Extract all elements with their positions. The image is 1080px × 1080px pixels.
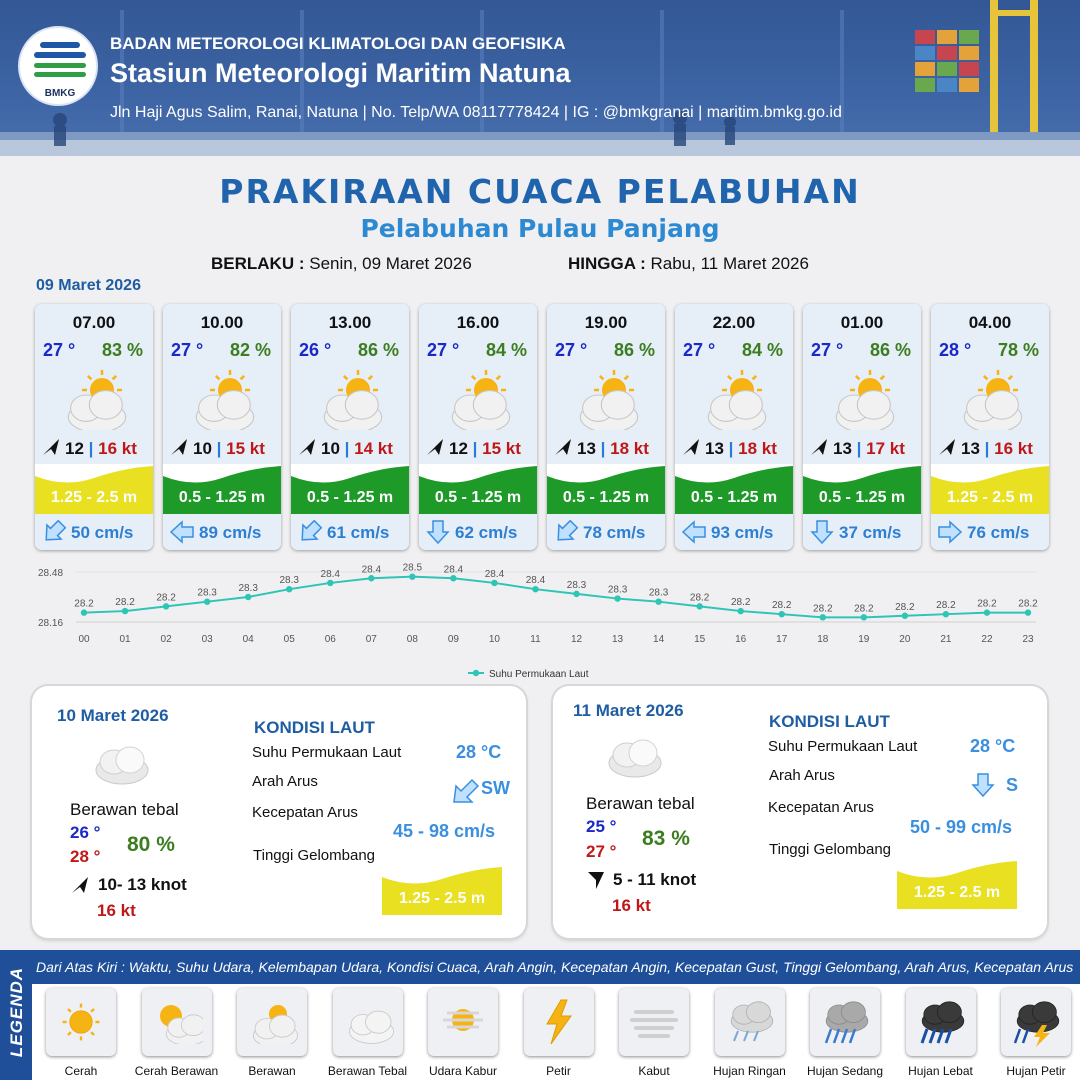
chart-series-line — [84, 577, 1028, 618]
day3-sst: 28 °C — [970, 736, 1016, 756]
card-time: 19.00 — [584, 313, 628, 332]
card-time: 04.00 — [968, 313, 1012, 332]
haze-icon — [428, 988, 498, 1056]
card-temperature: 28 ° — [939, 340, 972, 360]
card-wave-height: 0.5 - 1.25 m — [178, 489, 266, 506]
chart-point — [204, 598, 210, 604]
header-banner — [0, 0, 1080, 156]
card-current-speed: 76 cm/s — [967, 523, 1030, 542]
chart-point — [655, 598, 661, 604]
card-time: 10.00 — [200, 313, 244, 332]
card-wave-height: 0.5 - 1.25 m — [562, 489, 650, 506]
legend-item — [990, 988, 1080, 1078]
current-arrow-s-icon — [971, 772, 995, 798]
chart-xtick-label: 04 — [242, 634, 254, 645]
chart-point — [81, 609, 87, 615]
day2-wind: 10- 13 knot — [98, 875, 187, 894]
hour-card — [419, 304, 537, 550]
chart-point — [861, 614, 867, 620]
card-separator: | — [339, 439, 355, 458]
chart-data-label: 28.2 — [772, 600, 792, 612]
card-gust: 14 kt — [354, 439, 393, 458]
day3-speed-label: Kecepatan Arus — [768, 799, 874, 816]
current-arrow-icon — [425, 520, 451, 544]
heavy-rain-icon — [906, 988, 976, 1056]
chart-point — [286, 586, 292, 592]
card-current — [291, 514, 409, 550]
chart-point — [409, 573, 415, 579]
partly-cloudy-icon — [316, 370, 386, 430]
day2-date: 10 Maret 2026 — [57, 706, 169, 725]
card-gust: 16 kt — [994, 439, 1033, 458]
chart-data-label: 28.4 — [484, 568, 505, 580]
legend-item-label: Kabut — [638, 1064, 670, 1078]
card-temperature: 27 ° — [683, 340, 716, 360]
chart-point — [450, 575, 456, 581]
partly-cloudy-icon — [188, 370, 258, 430]
card-separator: | — [83, 439, 99, 458]
page-subtitle: Pelabuhan Pulau Panjang — [360, 214, 720, 243]
chart-data-label: 28.2 — [977, 598, 997, 610]
chart-point — [573, 591, 579, 597]
chart-data-label: 28.2 — [156, 592, 176, 604]
partly-cloudy-icon — [444, 370, 514, 430]
partly-cloudy-icon — [572, 370, 642, 430]
card-wind-speed: 10 — [321, 439, 340, 458]
valid-to-value: Rabu, 11 Maret 2026 — [650, 254, 809, 273]
legend-item-label: Hujan Lebat — [908, 1064, 973, 1078]
card-wind-speed: 13 — [961, 439, 980, 458]
chart-data-label: 28.3 — [238, 583, 258, 594]
chart-xtick-label: 08 — [406, 634, 418, 645]
card-humidity: 84 % — [485, 340, 527, 360]
wind-direction-icon — [425, 437, 445, 457]
card-time: 01.00 — [840, 313, 884, 332]
chart-data-label: 28.2 — [854, 603, 874, 615]
current-arrow-icon — [681, 520, 707, 544]
card-wind — [41, 437, 149, 459]
valid-from — [211, 254, 472, 274]
card-current — [675, 514, 793, 550]
day3-tmin: 25 ° — [586, 817, 617, 836]
card-temperature: 27 ° — [43, 340, 76, 360]
chart-data-label: 28.2 — [895, 601, 915, 613]
card-wind — [681, 437, 789, 459]
day3-sea-title: KONDISI LAUT — [769, 712, 890, 731]
card-humidity: 86 % — [357, 340, 399, 360]
chart-data-label: 28.4 — [443, 564, 464, 576]
day3-condition: Berawan tebal — [586, 794, 695, 813]
chart-point — [779, 611, 785, 617]
chart-data-label: 28.4 — [361, 564, 382, 576]
card-temperature: 27 ° — [171, 340, 204, 360]
card-separator: | — [723, 439, 739, 458]
day2-sst-label: Suhu Permukaan Laut — [252, 744, 402, 761]
day3-humidity: 83 % — [642, 827, 690, 850]
legend-item-label: Udara Kabur — [428, 1064, 498, 1078]
thick-cloud-icon — [92, 740, 156, 788]
chart-ytick-label: 28.16 — [38, 618, 64, 629]
chart-point — [532, 586, 538, 592]
card-current-speed: 89 cm/s — [199, 523, 262, 542]
day3-wave: 1.25 - 2.5 m — [913, 884, 1001, 901]
hour-card — [163, 304, 281, 550]
card-gust: 15 kt — [226, 439, 265, 458]
chart-point — [943, 611, 949, 617]
chart-xtick-label: 00 — [78, 634, 90, 645]
card-wave-height: 0.5 - 1.25 m — [818, 489, 906, 506]
legend-item — [35, 988, 127, 1078]
day2-wave: 1.25 - 2.5 m — [398, 890, 486, 907]
legend-item — [226, 988, 318, 1078]
day2-gust: 16 kt — [97, 901, 136, 920]
chart-point — [245, 594, 251, 600]
card-current-speed: 93 cm/s — [711, 523, 774, 542]
legend-item-label: Hujan Sedang — [806, 1064, 884, 1078]
hour-card — [675, 304, 793, 550]
card-humidity: 82 % — [229, 340, 271, 360]
logo-label: BMKG — [44, 88, 76, 99]
card-temperature: 27 ° — [555, 340, 588, 360]
day2-current-dir: SW — [481, 778, 510, 798]
valid-from-value: Senin, 09 Maret 2026 — [309, 254, 472, 273]
chart-data-label: 28.3 — [566, 579, 587, 591]
wind-direction-icon — [41, 437, 61, 457]
wind-direction-icon — [809, 437, 829, 457]
day2-condition: Berawan tebal — [70, 800, 179, 819]
card-wind — [553, 437, 661, 459]
partly-cloudy-icon — [142, 988, 212, 1056]
chart-xtick-label: 11 — [530, 634, 541, 645]
wind-direction-icon — [553, 437, 573, 457]
card-gust: 18 kt — [738, 439, 777, 458]
day2-summary — [32, 686, 526, 938]
chart-xtick-label: 17 — [776, 634, 788, 645]
legend-item — [704, 988, 796, 1078]
lightning-icon — [524, 988, 594, 1056]
partly-cloudy-icon — [956, 370, 1026, 430]
chart-data-label: 28.3 — [648, 587, 669, 599]
legend-item — [799, 988, 891, 1078]
card-wind — [809, 437, 917, 459]
chart-xtick-label: 19 — [858, 634, 870, 645]
card-gust: 17 kt — [866, 439, 905, 458]
wind-direction-icon — [937, 437, 957, 457]
current-arrow-icon — [297, 520, 323, 544]
chart-xtick-label: 09 — [447, 634, 459, 645]
chart-xtick-label: 21 — [940, 634, 952, 645]
legend-item-label: Cerah — [64, 1064, 98, 1078]
card-current-speed: 78 cm/s — [583, 523, 646, 542]
chart-point — [327, 580, 333, 586]
legend-item — [895, 988, 987, 1078]
legend-item — [513, 988, 605, 1078]
chart-data-label: 28.4 — [525, 575, 546, 587]
day3-dir-label: Arah Arus — [769, 767, 835, 784]
chart-xtick-label: 22 — [981, 634, 993, 645]
day2-humidity: 80 % — [127, 833, 175, 856]
current-arrow-icon — [809, 520, 835, 544]
org-name: BADAN METEOROLOGI KLIMATOLOGI DAN GEOFISIKA — [110, 34, 566, 53]
chart-point — [696, 603, 702, 609]
chart-xtick-label: 16 — [735, 634, 747, 645]
day2-tmax: 28 ° — [70, 847, 101, 866]
card-temperature: 26 ° — [299, 340, 332, 360]
chart-point — [820, 614, 826, 620]
current-arrow-icon — [169, 520, 195, 544]
day3-summary — [553, 686, 1047, 938]
chart-legend-label: Suhu Permukaan Laut — [489, 669, 589, 680]
current-arrow-icon — [553, 520, 579, 544]
card-wind-speed: 13 — [577, 439, 596, 458]
day2-current-speed: 45 - 98 cm/s — [393, 821, 496, 841]
chart-xtick-label: 06 — [324, 634, 336, 645]
chart-data-label: 28.2 — [115, 597, 135, 609]
sunny-icon — [46, 988, 116, 1056]
current-arrow-sw-icon — [452, 778, 480, 804]
card-current — [419, 514, 537, 550]
card-current-speed: 61 cm/s — [327, 523, 390, 542]
chart-point — [737, 608, 743, 614]
wind-direction-icon — [681, 437, 701, 457]
card-temperature: 27 ° — [427, 340, 460, 360]
wind-direction-icon — [586, 870, 606, 890]
chart-xtick-label: 15 — [694, 634, 706, 645]
card-current — [163, 514, 281, 550]
legend-title: LEGENDA — [7, 966, 26, 1058]
valid-from-label: BERLAKU : — [211, 254, 305, 273]
card-wind-speed: 10 — [193, 439, 212, 458]
chart-data-label: 28.5 — [402, 562, 423, 574]
card-current-speed: 50 cm/s — [71, 523, 134, 542]
thick-cloud-icon — [333, 988, 403, 1056]
chart-xtick-label: 20 — [899, 634, 911, 645]
wind-direction-icon — [169, 437, 189, 457]
chart-point — [163, 603, 169, 609]
card-wave-height: 1.25 - 2.5 m — [946, 489, 1034, 506]
card-gust: 16 kt — [98, 439, 137, 458]
card-current — [803, 514, 921, 550]
chart-xtick-label: 10 — [488, 634, 500, 645]
chart-point — [614, 595, 620, 601]
legend-item-label: Berawan Tebal — [327, 1064, 408, 1078]
day1-date: 09 Maret 2026 — [36, 277, 141, 294]
chart-xtick-label: 14 — [653, 634, 665, 645]
day2-sea-title: KONDISI LAUT — [254, 718, 375, 737]
partly-cloudy-icon — [60, 370, 130, 430]
chart-point — [902, 613, 908, 619]
card-humidity: 78 % — [997, 340, 1039, 360]
chart-data-label: 28.4 — [320, 568, 340, 580]
chart-data-label: 28.2 — [74, 598, 94, 610]
chart-point — [984, 609, 990, 615]
current-arrow-icon — [41, 520, 67, 544]
day2-tmin: 26 ° — [70, 823, 101, 842]
chart-point — [122, 608, 128, 614]
card-current — [35, 514, 153, 550]
card-separator: | — [467, 439, 483, 458]
card-wind-speed: 13 — [705, 439, 724, 458]
card-current-speed: 37 cm/s — [839, 523, 902, 542]
station-address: Jln Haji Agus Salim, Ranai, Natuna | No. Telp/WA 08117778424 | IG : @bmkgranai | maritim.bmkg.go.id — [110, 104, 842, 121]
day3-wave-label: Tinggi Gelombang — [769, 841, 892, 858]
hour-card — [291, 304, 409, 550]
day3-current-dir: S — [1006, 775, 1019, 795]
chart-xtick-label: 05 — [283, 634, 295, 645]
day2-speed-label: Kecepatan Arus — [252, 804, 358, 821]
card-separator: | — [979, 439, 995, 458]
legend-item-label: Cerah Berawan — [134, 1064, 219, 1078]
current-arrow-icon — [937, 520, 963, 544]
chart-point — [491, 580, 497, 586]
day3-tmax: 27 ° — [586, 842, 617, 861]
chart-xtick-label: 18 — [817, 634, 829, 645]
card-wave-height: 1.25 - 2.5 m — [50, 489, 138, 506]
legend-bar — [32, 950, 1080, 984]
card-wind — [297, 437, 405, 459]
legend-item — [131, 988, 223, 1078]
cloudy-icon — [237, 988, 307, 1056]
card-wave-height: 0.5 - 1.25 m — [690, 489, 778, 506]
chart-data-label: 28.2 — [936, 600, 956, 612]
chart-data-label: 28.3 — [197, 587, 217, 599]
valid-to — [568, 254, 809, 274]
card-time: 13.00 — [328, 313, 372, 332]
hour-card — [35, 304, 153, 550]
bmkg-logo — [18, 26, 98, 106]
card-current-speed: 62 cm/s — [455, 523, 518, 542]
legend-side — [0, 950, 32, 1080]
legend — [0, 950, 1080, 1080]
legend-item-label: Hujan Petir — [1006, 1064, 1066, 1078]
card-wave-height: 0.5 - 1.25 m — [306, 489, 394, 506]
partly-cloudy-icon — [700, 370, 770, 430]
hour-card — [931, 304, 1049, 550]
chart-xtick-label: 02 — [160, 634, 172, 645]
day2-wave-label: Tinggi Gelombang — [253, 847, 376, 864]
card-wind — [425, 437, 533, 459]
chart-data-label: 28.2 — [689, 592, 710, 604]
day2-sst: 28 °C — [456, 742, 502, 762]
card-separator: | — [211, 439, 227, 458]
card-humidity: 86 % — [613, 340, 655, 360]
chart-point — [368, 575, 374, 581]
chart-data-label: 28.3 — [279, 575, 299, 587]
card-separator: | — [595, 439, 611, 458]
card-wind-speed: 12 — [449, 439, 468, 458]
wind-direction-icon — [297, 437, 317, 457]
card-humidity: 84 % — [741, 340, 783, 360]
card-current — [547, 514, 665, 550]
chart-legend-marker — [473, 670, 479, 676]
chart-point — [1025, 609, 1031, 615]
hour-card — [547, 304, 665, 550]
day3-gust: 16 kt — [612, 896, 651, 915]
chart-xtick-label: 07 — [365, 634, 377, 645]
legend-item — [608, 988, 700, 1078]
wind-direction-icon — [70, 875, 90, 895]
partly-cloudy-icon — [828, 370, 898, 430]
card-gust: 15 kt — [482, 439, 521, 458]
chart-xtick-label: 01 — [119, 634, 131, 645]
card-wave-height: 0.5 - 1.25 m — [434, 489, 522, 506]
legend-item-label: Petir — [546, 1064, 571, 1078]
card-humidity: 86 % — [869, 340, 911, 360]
card-wind-speed: 12 — [65, 439, 84, 458]
chart-data-label: 28.2 — [813, 603, 833, 615]
card-current — [931, 514, 1049, 550]
thick-cloud-icon — [605, 733, 669, 781]
chart-xtick-label: 13 — [612, 634, 624, 645]
station-name: Stasiun Meteorologi Maritim Natuna — [110, 58, 571, 88]
moderate-rain-icon — [810, 988, 880, 1056]
legend-item — [322, 988, 414, 1078]
card-temperature: 27 ° — [811, 340, 844, 360]
day3-current-speed: 50 - 99 cm/s — [910, 817, 1013, 837]
chart-data-label: 28.2 — [1018, 598, 1038, 610]
legend-item-label: Hujan Ringan — [713, 1064, 786, 1078]
thunderstorm-icon — [1001, 988, 1071, 1056]
day2-dir-label: Arah Arus — [252, 773, 318, 790]
chart-ytick-label: 28.48 — [38, 568, 64, 579]
card-separator: | — [851, 439, 867, 458]
card-humidity: 83 % — [101, 340, 143, 360]
chart-xtick-label: 23 — [1022, 634, 1034, 645]
day3-sst-label: Suhu Permukaan Laut — [768, 738, 918, 755]
card-time: 22.00 — [712, 313, 756, 332]
card-gust: 18 kt — [610, 439, 649, 458]
chart-data-label: 28.3 — [607, 584, 628, 596]
legend-item — [417, 988, 509, 1078]
page-title: PRAKIRAAN CUACA PELABUHAN — [219, 172, 861, 211]
card-time: 16.00 — [456, 313, 500, 332]
hour-card — [803, 304, 921, 550]
valid-to-label: HINGGA : — [568, 254, 646, 273]
fog-icon — [619, 988, 689, 1056]
light-rain-icon — [715, 988, 785, 1056]
card-time: 07.00 — [72, 313, 116, 332]
legend-description: Dari Atas Kiri : Waktu, Suhu Udara, Kelembapan Udara, Kondisi Cuaca, Arah Angin, Kecepatan Angin, Kecepatan Gust, Tinggi Gelombang, Arah Arus, Kecepatan Arus — [36, 959, 1074, 975]
day3-date: 11 Maret 2026 — [573, 701, 684, 720]
card-wind — [937, 437, 1045, 459]
chart-data-label: 28.2 — [730, 597, 751, 609]
legend-item-label: Berawan — [248, 1064, 296, 1078]
chart-xtick-label: 03 — [201, 634, 213, 645]
card-wind — [169, 437, 277, 459]
sst-chart — [36, 560, 1046, 685]
day3-wind: 5 - 11 knot — [613, 870, 697, 889]
chart-xtick-label: 12 — [570, 634, 583, 645]
card-wind-speed: 13 — [833, 439, 852, 458]
